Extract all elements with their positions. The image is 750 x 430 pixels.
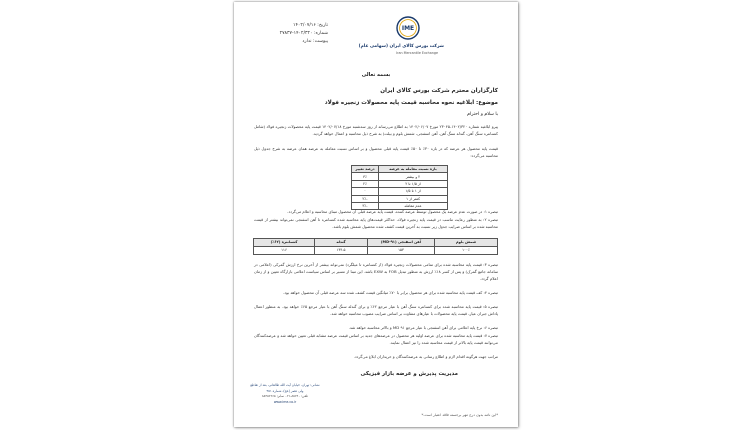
table-cell: ۱۴۴.۵ bbox=[315, 246, 368, 254]
footer-address: نشانی: تهران، خیابان آیت الله طالقانی، بعد از تقاطع ولی عصر (عج)، شماره ۳۵۱ bbox=[250, 383, 320, 393]
date-row bbox=[248, 22, 328, 30]
table-header-row bbox=[254, 239, 498, 247]
attachment-value: ندارد bbox=[302, 39, 312, 44]
table-cell: ۱۵۳ bbox=[368, 246, 435, 254]
paragraph-note-4: تبصره ۴: کف قیمت پایه محاسبه شده برای هر محصول برابر با ۷۰٪ میانگین قیمت کشف شده سه عرضه قبلی آن محصول خواهد بود. bbox=[283, 290, 498, 295]
company-name-en: Iran Mercantile Exchange bbox=[396, 51, 438, 55]
addressee: کارگزاران محترم شرکت بورس کالای ایران bbox=[380, 88, 498, 94]
paragraph-note-7: تبصره ۷: قیمت پایه محاسبه شده برای عرضه اولیه هر محصول در عرضه‌های جدید بر اساس قیمت عرضه مشابه قبلی تعیین خواهد شد و عرضه‌کنندگان می‌توانند قیمت پایه بالاتر از قیمت محاسبه شده را نیز اعمال نمایند. bbox=[254, 333, 498, 345]
table-row bbox=[352, 188, 448, 195]
table-header-cell: کنسانتره (۶۲٪) bbox=[254, 239, 315, 247]
footer-phone: تلفن: ۸۵۶۴۰-۰۲۱ نمابر: ۸۸۴۵۶۹۶۵ bbox=[261, 394, 309, 399]
coefficient-table bbox=[253, 238, 498, 255]
table-cell: از ۱/۵ تا ۲ bbox=[379, 180, 448, 187]
subject: موضوع: ابلاغیه نحوه محاسبه قیمت پایه محصولات زنجیره فولاد bbox=[324, 100, 498, 106]
table-header-row bbox=[352, 166, 448, 173]
number-value: ۱۴۰۲/۳۲۰-۲۷۸۳۷ bbox=[279, 31, 313, 36]
date-label: تاریخ: bbox=[317, 23, 328, 28]
table-cell: ۲٪ bbox=[352, 180, 379, 187]
table-header-cell: شمش بلوم bbox=[435, 239, 498, 247]
ime-logo-icon bbox=[396, 16, 420, 40]
number-label: شماره: bbox=[313, 31, 328, 36]
attachment-label: پیوست: bbox=[313, 39, 328, 44]
table-row bbox=[352, 180, 448, 187]
table-header-cell: درصد تغییر bbox=[352, 166, 379, 173]
paragraph-base-price: قیمت پایه محصول هر عرضه که در بازه ۳۰٪ تا ۵۰٪ قیمت پایه قبلی محصول و بر اساس نسبت معامله به عرضه همان عرضه به شرح جدول ذیل محاسبه می‌گردد: bbox=[254, 146, 498, 158]
table-row bbox=[352, 195, 448, 202]
paragraph-note-5: تبصره ۵: قیمت پایه محاسبه شده برای کنسانتره سنگ آهن با عیار مرجع ۶۲٪ و برای گندله سنگ آهن با عیار مرجع ۶۵٪ خواهد بود. به منظور اعمال پاداش جبران عیار، قیمت پایه محصولات با عیارهای متفاوت بر اساس ضرایب مصوب محاسبه خواهد شد. bbox=[254, 304, 498, 316]
table-cell: -۳٪ bbox=[352, 202, 379, 209]
table-cell: ۱۱۶ bbox=[254, 246, 315, 254]
company-name-fa: شرکت بورس کالای ایران (سهامی عام) bbox=[358, 44, 444, 49]
table-header-cell: آهن اسفنجی (۹۱-MD) bbox=[368, 239, 435, 247]
number-row bbox=[248, 30, 328, 38]
paragraph-note-1: تبصره ۱: در صورت عدم عرضه یک محصول توسط عرضه کننده، قیمت پایه عرضه قبلی آن محصول مبنای محاسبه و اعلام می‌گردد. bbox=[287, 209, 498, 214]
table-cell: از ۱ تا ۱/۵ bbox=[379, 188, 448, 195]
table-row bbox=[352, 173, 448, 180]
letter-footer bbox=[248, 383, 322, 405]
date-value: ۱۴۰۲/۰۷/۱۶ bbox=[292, 23, 316, 28]
validity-note: *این نامه بدون درج مهر برجسته فاقد اعتبار است.* bbox=[421, 413, 498, 417]
signature: مدیریت پذیرش و عرضه بازار فیزیکی bbox=[360, 371, 458, 377]
logo-text: IME bbox=[401, 25, 415, 33]
change-percent-table bbox=[351, 165, 448, 210]
table-cell: ۳٪ bbox=[352, 173, 379, 180]
attachment-row bbox=[248, 38, 328, 46]
footer-website: www.ime.co.ir bbox=[273, 399, 297, 404]
table-cell: -۲٪ bbox=[352, 195, 379, 202]
table-cell: ۱۰۰٪ bbox=[435, 246, 498, 254]
letter-meta bbox=[248, 22, 328, 46]
letter-page bbox=[234, 2, 518, 427]
greeting: با سلام و احترام bbox=[467, 112, 498, 117]
table-cell: عدم معامله bbox=[379, 202, 448, 209]
basmala: بسمه تعالی bbox=[361, 72, 391, 78]
table-cell: ۰ bbox=[352, 188, 379, 195]
paragraph-intro: پیرو ابلاغیه شماره ۱۴۰۲/۳۲۰-۲۳۰۴۵ مورخ ۱۴۰۲/۰۶/۰۷ به اطلاع می‌رساند از روز سه‌شنبه مورخ ۱۴۰۲/۰۷/۱۸ قیمت پایه محصولات زنجیره فولاد (شامل کنسانتره سنگ آهن، گندله سنگ آهن، آهن اسفنجی، شمش بلوم و بیلت) به شرح ذیل محاسبه و اعمال خواهد گردید. bbox=[254, 124, 499, 136]
paragraph-note-2: تبصره ۲: به منظور رعایت تناسب در قیمت پایه زنجیره فولاد، حداکثر قیمت‌های پایه محاسبه شده کنسانتره تا آهن اسفنجی نمی‌تواند بیشتر از قیمت محاسبه شده بر اساس ضرایب جدول زیر نسبت به آخرین قیمت کشف شده محصول شمش بلوم باشد. bbox=[254, 217, 498, 229]
table-cell: ۲ و بیشتر bbox=[379, 173, 448, 180]
table-cell: کمتر از ۱ bbox=[379, 195, 448, 202]
table-header-cell: گندله bbox=[315, 239, 368, 247]
table-header-cell: بازه نسبت معامله به عرضه bbox=[379, 166, 448, 173]
paragraph-closing: مراتب جهت هرگونه اقدام لازم و اطلاع رسانی به عرضه‌کنندگان و خریداران ابلاغ می‌گردد. bbox=[353, 354, 498, 359]
table-row bbox=[254, 246, 498, 254]
paragraph-note-6: تبصره ۶: نرخ پایه اعلامی برای آهن اسفنجی با عیار مرجع ۹۱ MD و بالاتر محاسبه خواهد شد. bbox=[348, 325, 498, 330]
paragraph-note-3: تبصره ۳: قیمت پایه محاسبه شده برای تمامی محصولات زنجیره فولاد (از کنسانتره تا میلگرد) نمی‌تواند بیشتر از آخرین نرخ ارزش گمرکی (اعلامی در سامانه جامع گمرک) و پس از کسر ۱۸٪ ارزش به منظور تبدیل FOB به EXW باشد. این مبنا از مسیر بر اساس سیاست اعلامی بازارگاه تعیین و از زمان اعلام گردد. bbox=[254, 262, 498, 281]
